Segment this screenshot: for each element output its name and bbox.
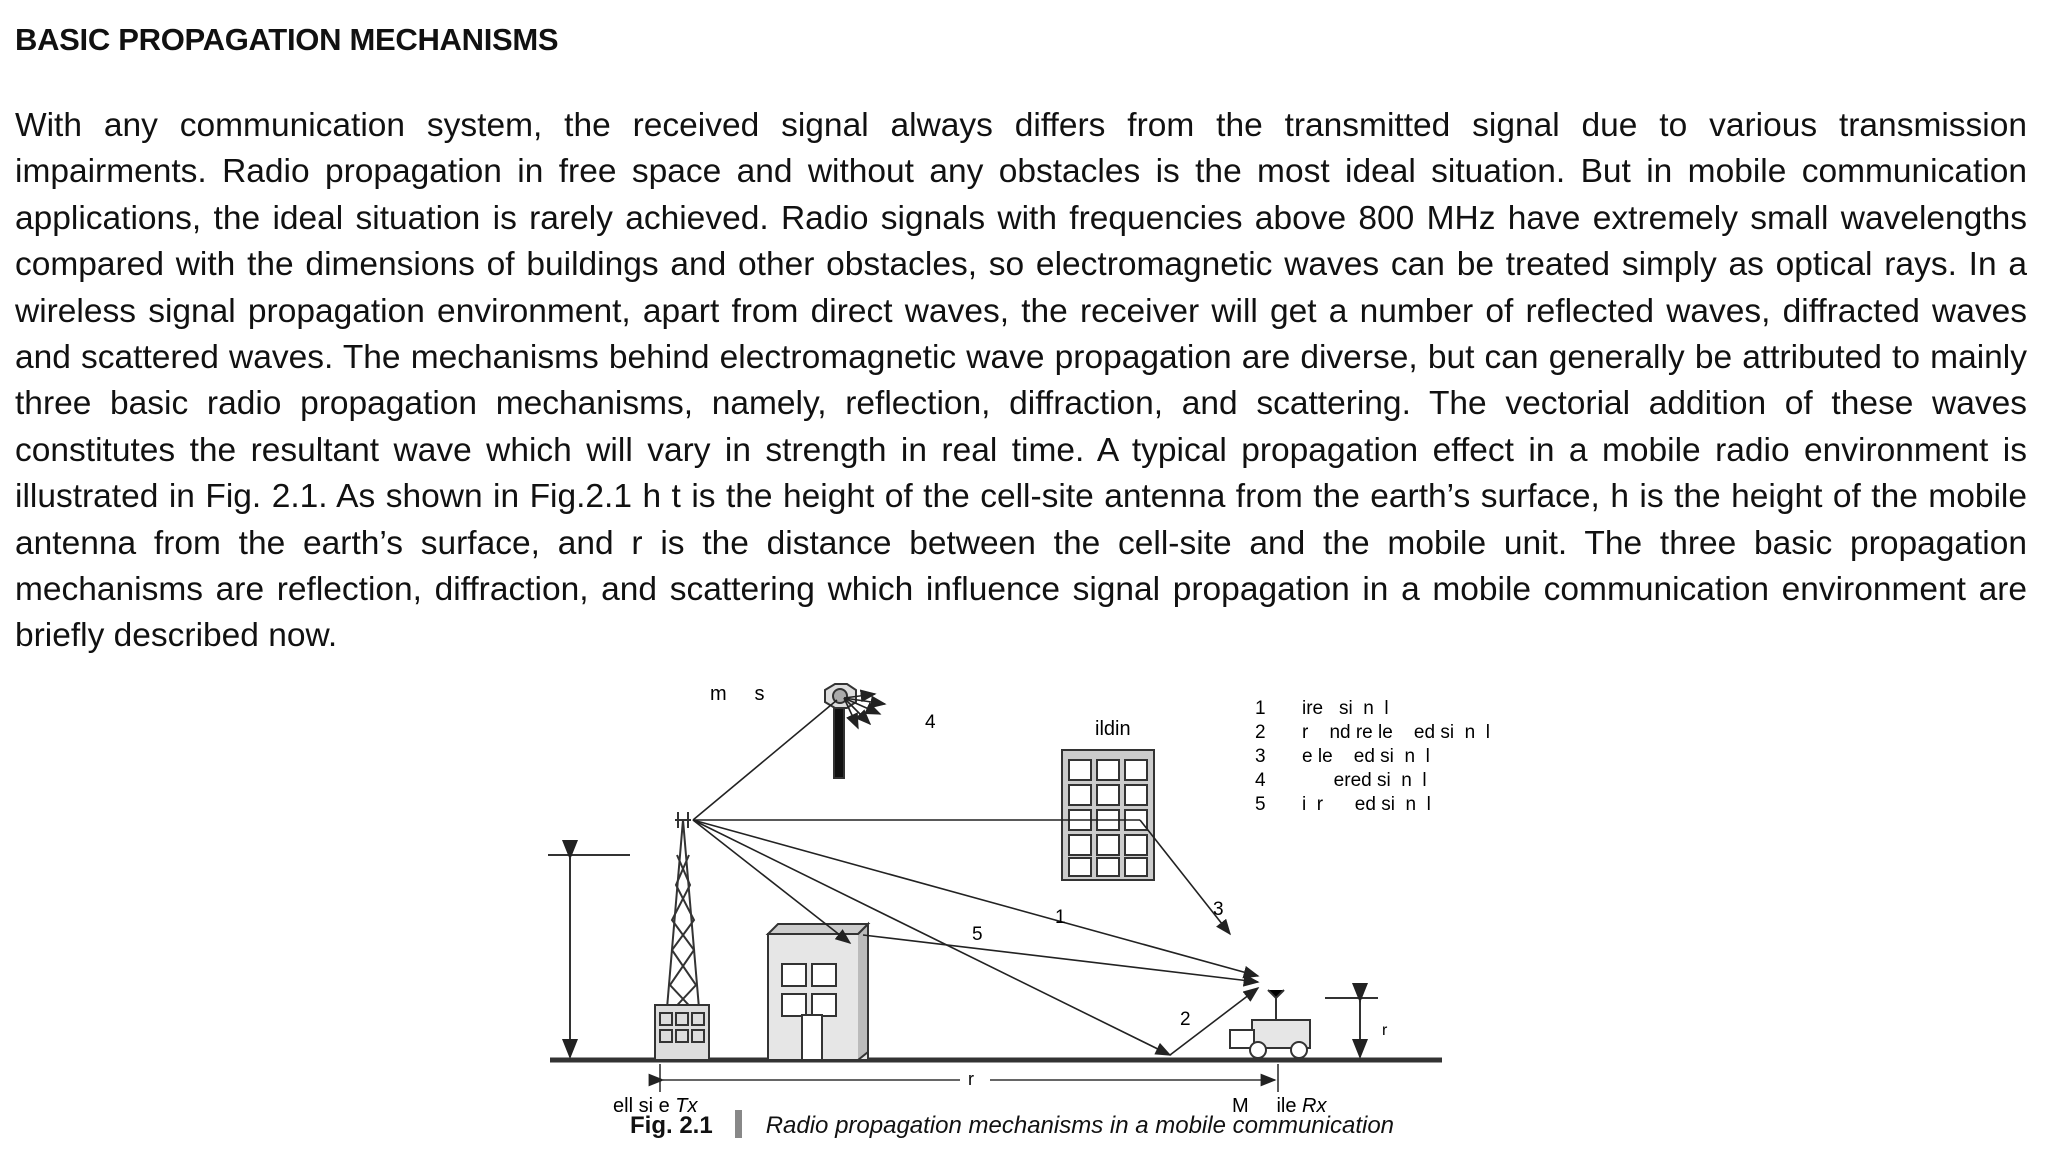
- figure-propagation: [520, 680, 1560, 1150]
- propagation-diagram: [520, 680, 1560, 1150]
- svg-text:ire si n l: ire si n l: [1302, 698, 1389, 719]
- tall-building: [1062, 750, 1154, 880]
- svg-text:3: 3: [1255, 746, 1266, 767]
- svg-text:r nd re le ed si n l: r nd re le ed si n l: [1302, 722, 1490, 743]
- ray-label-1: 1: [1055, 907, 1066, 928]
- building-label: ildin: [1095, 718, 1131, 740]
- lamp-post: [825, 684, 856, 778]
- legend: [1255, 698, 1490, 815]
- lamp-label: m s: [710, 683, 765, 705]
- cell-tower: [655, 812, 709, 1060]
- svg-text:e le ed si n l: e le ed si n l: [1302, 746, 1430, 767]
- caption-text: Radio propagation mechanisms in a mobile communication: [765, 1112, 1395, 1139]
- caption-separator: [735, 1110, 742, 1138]
- svg-text:5: 5: [1255, 794, 1266, 815]
- antenna-height-marker: [548, 855, 630, 1057]
- mobile-height-label: r: [1382, 1022, 1388, 1039]
- caption-number: Fig. 2.1: [630, 1112, 713, 1139]
- svg-text:ered si n l: ered si n l: [1302, 770, 1427, 791]
- svg-text:i r ed si n l: i r ed si n l: [1302, 794, 1431, 815]
- svg-text:4: 4: [1255, 770, 1266, 791]
- page-title: BASIC PROPAGATION MECHANISMS: [15, 22, 559, 57]
- svg-text:1: 1: [1255, 698, 1266, 719]
- tx-label: ell si e Tx: [613, 1095, 698, 1117]
- ray-label-4: 4: [925, 712, 936, 733]
- ray-label-3: 3: [1213, 899, 1224, 920]
- ray-label-5: 5: [972, 924, 983, 945]
- small-building: [768, 924, 868, 1060]
- mobile-height-marker: [1325, 998, 1378, 1057]
- distance-label: r: [968, 1069, 974, 1089]
- ray-label-2: 2: [1180, 1009, 1191, 1030]
- body-paragraph: With any communication system, the received signal always differs from the transmitted signal due to various transmission impairments. Radio propagation in free space and without any obstacles is the most ideal situation. But in mobile communication applications, the ideal situation is rarely achieved. Radio signals with frequencies above 800 MHz have extremely small wavelengths compared with the dimensions of buildings and other obstacles, so electromagnetic waves can be treated simply as optical rays. In a wireless signal propagation environment, apart from direct waves, the receiver will get a number of reflected waves, diffracted waves and scattered waves. The mechanisms behind electromagnetic wave propagation are diverse, but can generally be attributed to mainly three basic radio propagation mechanisms, namely, reflection, diffraction, and scattering. The vectorial addition of these waves constitutes the resultant wave which will vary in strength in real time. A typical propagation effect in a mobile radio environment is illustrated in Fig. 2.1. As shown in Fig.2.1 h t is the height of the cell-site antenna from the earth’s surface, h is the height of the mobile antenna from the earth’s surface, and r is the distance between the cell-site and the mobile unit. The three basic propagation mechanisms are reflection, diffraction, and scattering which influence signal propagation in a mobile communication environment are briefly described now.: [15, 107, 2027, 655]
- document-page: [15, 22, 2027, 660]
- svg-text:2: 2: [1255, 722, 1266, 743]
- figure-caption: [630, 1110, 1394, 1140]
- rx-label: M ile Rx: [1232, 1095, 1327, 1117]
